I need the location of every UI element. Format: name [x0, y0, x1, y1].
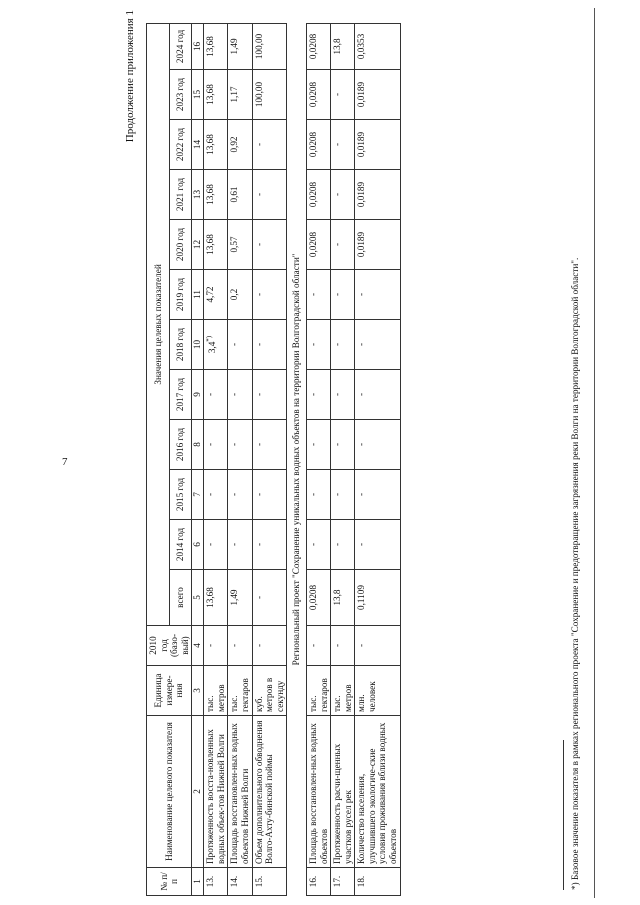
value-text: - [205, 492, 216, 497]
target-indicators-table [146, 23, 401, 896]
value-text: - [332, 142, 343, 147]
value-cell [306, 520, 330, 570]
value-text: 0,0208 [307, 231, 318, 258]
value-text: 1,17 [229, 86, 240, 103]
unit-cell: куб. метров в секунду [252, 666, 287, 716]
value-cell [228, 120, 252, 170]
appendix-continuation: Продолжение приложения 1 [124, 10, 136, 143]
header-num: № п/п [147, 868, 192, 896]
header-year: 2020 год [169, 220, 192, 270]
indicator-name: Протяженность расчи-щенных участков русел рек [331, 716, 355, 868]
value-cell [204, 120, 228, 170]
table-row [306, 23, 330, 895]
value-cell [355, 70, 400, 120]
footnote-divider [563, 740, 564, 890]
value-cell [228, 370, 252, 420]
value-text: 0,0189 [356, 231, 367, 258]
header-year: 2019 год [169, 270, 192, 320]
value-text: - [307, 342, 318, 347]
value-cell [252, 626, 287, 666]
value-cell [204, 320, 228, 370]
value-text: 13,68 [205, 134, 216, 155]
value-cell [331, 470, 355, 520]
column-index: 10 [192, 320, 204, 370]
value-cell [306, 370, 330, 420]
value-cell [204, 420, 228, 470]
value-text: 13,68 [205, 184, 216, 205]
column-index: 5 [192, 570, 204, 626]
value-text: 1,49 [229, 589, 240, 606]
rotated-page [122, 8, 597, 898]
value-cell [228, 220, 252, 270]
value-cell [228, 170, 252, 220]
value-cell [228, 23, 252, 69]
value-cell [355, 520, 400, 570]
column-index: 3 [192, 666, 204, 716]
value-text: - [307, 392, 318, 397]
indicator-name: Площадь восстановлен-ных водных объектов [306, 716, 330, 868]
row-number: 14. [228, 868, 252, 896]
value-text: - [332, 542, 343, 547]
value-text: - [229, 643, 240, 648]
header-year: 2024 год [169, 23, 192, 69]
value-cell [331, 120, 355, 170]
value-cell [252, 170, 287, 220]
unit-cell: млн. человек [355, 666, 400, 716]
value-cell [331, 320, 355, 370]
value-text: 13,68 [205, 84, 216, 105]
value-text: - [332, 242, 343, 247]
value-cell [228, 320, 252, 370]
value-cell [228, 420, 252, 470]
value-text: - [307, 643, 318, 648]
header-year: 2016 год [169, 420, 192, 470]
value-cell [306, 270, 330, 320]
value-text: - [253, 192, 264, 197]
value-cell [228, 626, 252, 666]
value-cell [252, 520, 287, 570]
value-text: 13,68 [205, 36, 216, 57]
value-cell [355, 270, 400, 320]
header-base-year: 2010 год (базо-вый) [147, 626, 192, 666]
value-text: - [253, 595, 264, 600]
value-text: 13,8 [332, 38, 343, 55]
row-number: 13. [204, 868, 228, 896]
value-cell [306, 220, 330, 270]
value-cell [331, 420, 355, 470]
value-cell [355, 220, 400, 270]
value-text: - [332, 292, 343, 297]
value-cell [306, 626, 330, 666]
value-cell [204, 70, 228, 120]
value-text: 4,72 [205, 286, 216, 303]
value-text: - [332, 92, 343, 97]
value-cell [355, 470, 400, 520]
table-row [355, 23, 400, 895]
value-text: - [229, 392, 240, 397]
value-text: - [205, 542, 216, 547]
header-target-values: Значения целевых показателей [147, 23, 170, 625]
value-cell [204, 470, 228, 520]
value-cell [306, 120, 330, 170]
value-cell [306, 23, 330, 69]
value-cell [331, 370, 355, 420]
value-cell [355, 23, 400, 69]
value-cell [331, 570, 355, 626]
value-text: 1,49 [229, 38, 240, 55]
value-text: - [253, 643, 264, 648]
value-text: 0,0208 [307, 33, 318, 60]
value-text: - [332, 442, 343, 447]
value-text: - [307, 292, 318, 297]
value-text: 100,00 [253, 33, 264, 60]
header-total: всего [169, 570, 192, 626]
value-cell [331, 220, 355, 270]
value-text: - [253, 242, 264, 247]
value-cell [306, 570, 330, 626]
value-text: 3,4 [207, 341, 218, 354]
value-cell [228, 470, 252, 520]
value-text: - [229, 442, 240, 447]
column-index: 2 [192, 716, 204, 868]
value-text: - [253, 392, 264, 397]
value-text: 0,61 [229, 186, 240, 203]
column-index: 12 [192, 220, 204, 270]
value-text: 0,57 [229, 236, 240, 253]
value-cell [204, 23, 228, 69]
value-text: - [356, 492, 367, 497]
value-text: - [307, 542, 318, 547]
column-index: 13 [192, 170, 204, 220]
value-text: - [356, 643, 367, 648]
value-cell [252, 570, 287, 626]
value-text: - [253, 442, 264, 447]
column-index-row [192, 23, 204, 895]
value-text: - [253, 492, 264, 497]
row-number: 17. [331, 868, 355, 896]
column-index: 4 [192, 626, 204, 666]
value-text: - [332, 492, 343, 497]
value-cell [252, 370, 287, 420]
value-cell [204, 570, 228, 626]
value-text: - [205, 643, 216, 648]
header-year: 2017 год [169, 370, 192, 420]
value-cell [355, 570, 400, 626]
value-cell [252, 70, 287, 120]
value-text: 0,0208 [307, 181, 318, 208]
value-text: 0,0189 [356, 131, 367, 158]
value-cell [355, 320, 400, 370]
value-cell [252, 320, 287, 370]
value-cell [306, 170, 330, 220]
value-text: 0,0189 [356, 181, 367, 208]
column-index: 9 [192, 370, 204, 420]
value-text: - [253, 292, 264, 297]
value-cell [306, 420, 330, 470]
value-text: 0,1109 [356, 585, 367, 610]
column-index: 11 [192, 270, 204, 320]
value-cell [355, 626, 400, 666]
value-cell [252, 23, 287, 69]
value-cell [204, 170, 228, 220]
value-cell [331, 70, 355, 120]
table-row [228, 23, 252, 895]
value-text: - [307, 442, 318, 447]
value-text: - [356, 342, 367, 347]
value-text: - [356, 442, 367, 447]
value-cell [228, 570, 252, 626]
value-cell [204, 520, 228, 570]
header-year: 2014 год [169, 520, 192, 570]
value-cell [204, 220, 228, 270]
value-text: - [253, 142, 264, 147]
value-text: - [356, 292, 367, 297]
value-cell [204, 270, 228, 320]
header-year: 2023 год [169, 70, 192, 120]
value-text: - [229, 492, 240, 497]
value-text: 0,0208 [307, 584, 318, 611]
row-number: 15. [252, 868, 287, 896]
value-text: - [332, 392, 343, 397]
row-number: 18. [355, 868, 400, 896]
value-cell [252, 470, 287, 520]
value-cell [204, 626, 228, 666]
header-unit: Единица измере-ния [147, 666, 192, 716]
table-row [252, 23, 287, 895]
value-text: 13,68 [205, 587, 216, 608]
value-cell [228, 520, 252, 570]
value-text: 13,68 [205, 234, 216, 255]
value-cell [331, 170, 355, 220]
footnote: *) Базовое значение показателя в рамках регионального проекта "Сохранение и предотвращение загрязнения реки Волги на территории Волгоградской области". [570, 257, 580, 890]
value-cell [331, 626, 355, 666]
value-text: 13,8 [332, 589, 343, 606]
value-text: 0,2 [229, 288, 240, 301]
value-cell [355, 170, 400, 220]
unit-cell: тыс. метров [204, 666, 228, 716]
value-text: - [229, 342, 240, 347]
value-cell [252, 270, 287, 320]
value-cell [306, 70, 330, 120]
value-cell [252, 220, 287, 270]
column-index: 7 [192, 470, 204, 520]
value-cell [355, 370, 400, 420]
value-cell [355, 420, 400, 470]
value-text: 100,00 [253, 81, 264, 108]
header-year: 2015 год [169, 470, 192, 520]
section-title: Региональный проект "Сохранение уникальных водных объектов на территории Волгоградской области" [287, 23, 307, 895]
column-index: 6 [192, 520, 204, 570]
footnote-marker: *) [205, 335, 214, 342]
value-text: - [253, 342, 264, 347]
value-text: - [332, 342, 343, 347]
value-text: - [205, 392, 216, 397]
value-text: 0,0189 [356, 81, 367, 108]
indicator-name: Объем дополнительного обводнения Волго-Ахту-бинской поймы [252, 716, 287, 868]
table-row [204, 23, 228, 895]
value-text: 0,92 [229, 136, 240, 153]
value-text: - [356, 542, 367, 547]
value-text: - [307, 492, 318, 497]
value-text: 0,0353 [356, 33, 367, 60]
value-cell [228, 270, 252, 320]
value-text: - [356, 392, 367, 397]
value-cell [228, 70, 252, 120]
section-row [287, 23, 307, 895]
column-index: 16 [192, 23, 204, 69]
value-text: 0,0208 [307, 81, 318, 108]
value-text: - [332, 643, 343, 648]
value-cell [252, 420, 287, 470]
indicator-name: Количество населения, улучшившего экологиче-ские условия проживания вблизи водных объектов [355, 716, 400, 868]
page-number: 7 [62, 456, 68, 468]
header-year: 2021 год [169, 170, 192, 220]
indicator-name: Площадь восстановлен-ных водных объектов Нижней Волги [228, 716, 252, 868]
value-text: - [253, 542, 264, 547]
indicator-name: Протяженность восста-новленных водных объек-тов Нижней Волги [204, 716, 228, 868]
column-index: 1 [192, 868, 204, 896]
value-cell [331, 23, 355, 69]
header-year: 2022 год [169, 120, 192, 170]
value-text: 0,0208 [307, 131, 318, 158]
value-cell [331, 270, 355, 320]
value-text: - [229, 542, 240, 547]
unit-cell: тыс. метров [331, 666, 355, 716]
header-name: Наименование целевого показателя [147, 716, 192, 868]
value-cell [204, 370, 228, 420]
value-cell [306, 320, 330, 370]
column-index: 8 [192, 420, 204, 470]
unit-cell: тыс. гектаров [228, 666, 252, 716]
row-number: 16. [306, 868, 330, 896]
unit-cell: тыс. гектаров [306, 666, 330, 716]
value-text: - [205, 442, 216, 447]
value-cell [355, 120, 400, 170]
scan-border-line [594, 8, 595, 898]
value-cell [331, 520, 355, 570]
value-text: - [332, 192, 343, 197]
header-year: 2018 год [169, 320, 192, 370]
value-cell [252, 120, 287, 170]
column-index: 15 [192, 70, 204, 120]
table-row [331, 23, 355, 895]
value-cell [306, 470, 330, 520]
column-index: 14 [192, 120, 204, 170]
